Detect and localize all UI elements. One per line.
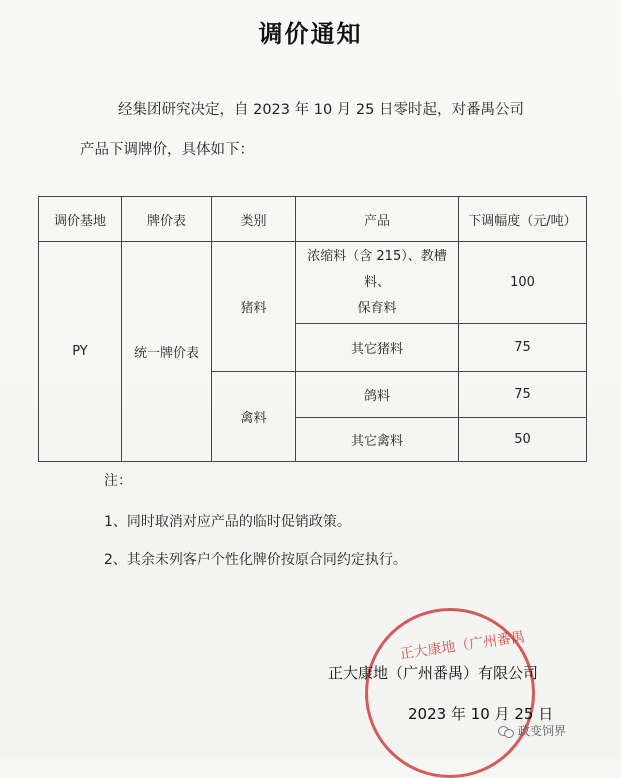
note-item-2: 2、其余未列客户个性化牌价按原合同约定执行。	[104, 552, 407, 568]
cell-amount: 100	[459, 242, 587, 324]
document-title: 调价通知	[258, 20, 363, 48]
header-base: 调价基地	[39, 197, 122, 242]
intro-line-1: 经集团研究决定，自 2023 年 10 月 25 日零时起，对番禺公司	[118, 102, 524, 118]
cell-amount: 75	[459, 372, 587, 418]
table-header-row	[39, 197, 587, 242]
cell-amount: 50	[459, 418, 587, 462]
company-name: 正大康地（广州番禺）有限公司	[328, 664, 539, 682]
table-row	[39, 242, 587, 324]
product-line-1: 浓缩料（含 215）、教槽料、	[307, 248, 447, 290]
cell-product: 鸽料	[296, 372, 459, 418]
wechat-icon	[498, 725, 514, 737]
header-price-list: 牌价表	[122, 197, 212, 242]
cell-base: PY	[39, 242, 122, 462]
cell-price-list: 统一牌价表	[122, 242, 212, 462]
cell-amount: 75	[459, 324, 587, 372]
product-line-2: 保育料	[357, 300, 397, 316]
notes-label: 注：	[104, 473, 132, 489]
cell-category-poultry: 禽料	[212, 372, 296, 462]
watermark-text: 政变饲界	[518, 724, 567, 738]
seal-text: 正大康地（广州番禺	[398, 629, 526, 663]
cell-category-pig: 猪料	[212, 242, 296, 372]
header-amount: 下调幅度（元/吨）	[459, 197, 587, 242]
price-adjustment-table	[38, 196, 587, 462]
signature-date: 2023 年 10 月 25 日	[408, 705, 554, 723]
watermark	[498, 722, 566, 739]
cell-product	[296, 242, 459, 324]
header-product: 产品	[296, 197, 459, 242]
cell-product: 其它猪料	[296, 324, 459, 372]
intro-line-2: 产品下调牌价，具体如下：	[80, 142, 254, 158]
cell-product: 其它禽料	[296, 418, 459, 462]
note-item-1: 1、同时取消对应产品的临时促销政策。	[104, 514, 351, 530]
header-category: 类别	[212, 197, 296, 242]
